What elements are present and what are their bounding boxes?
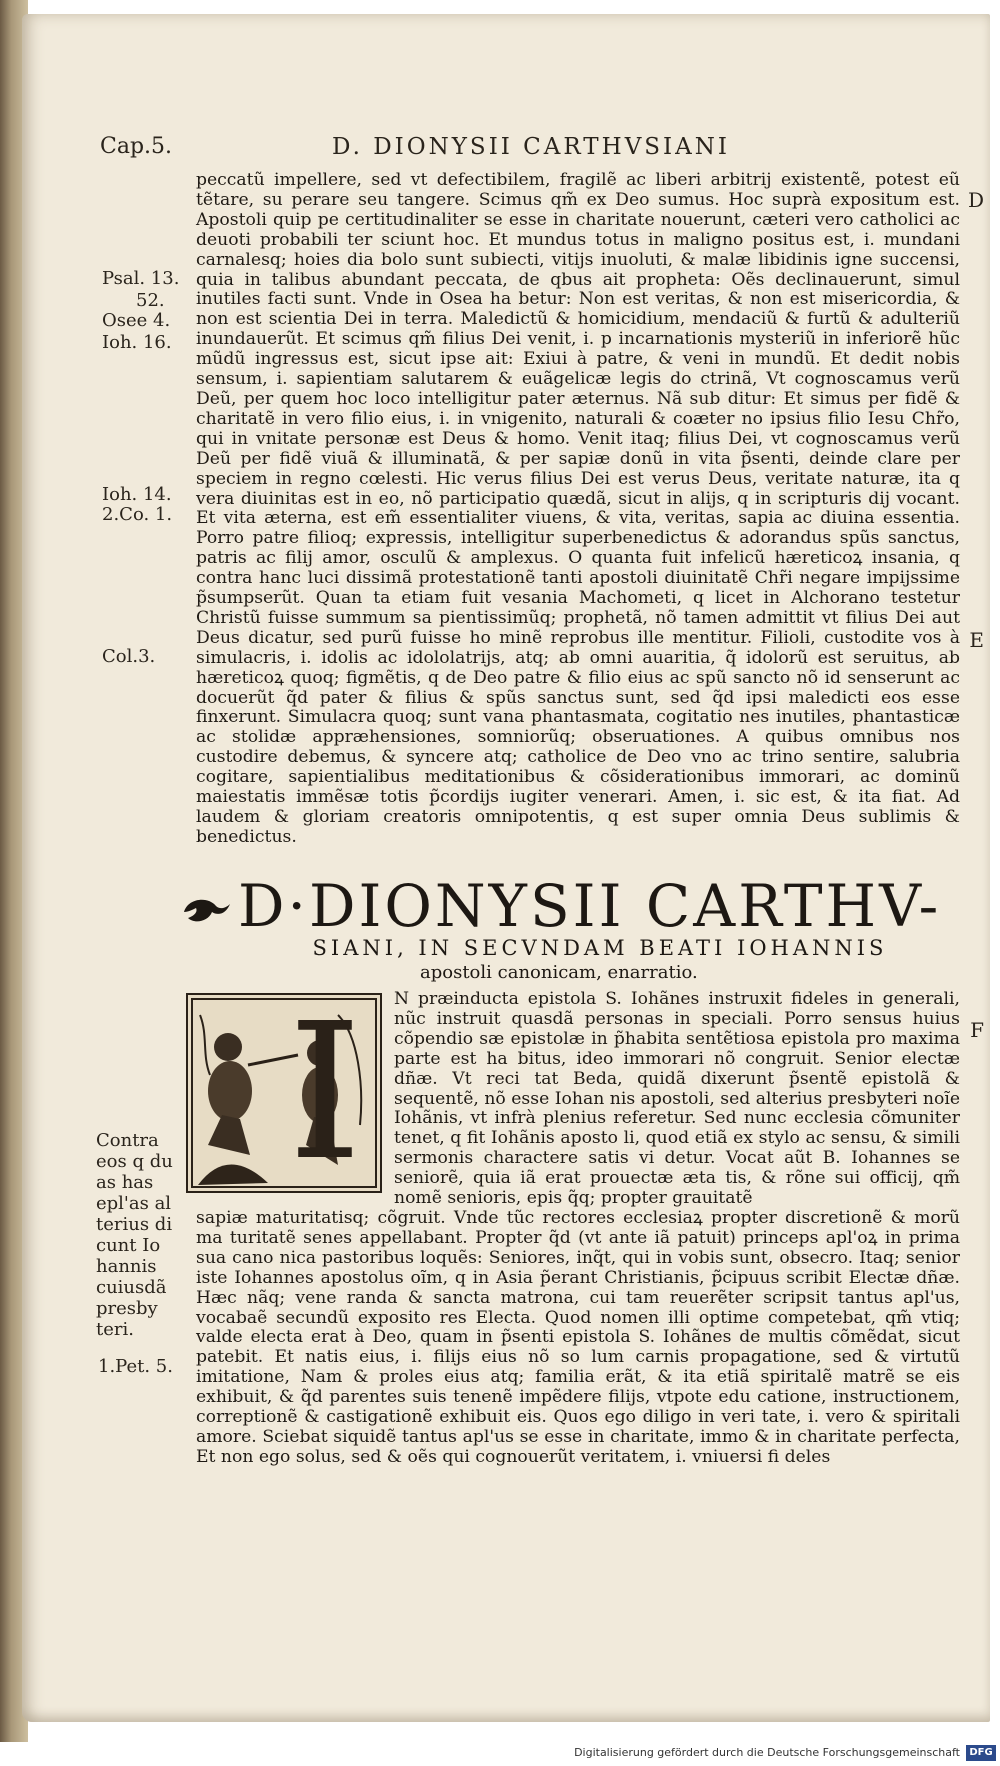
- title-line-2: SIANI, IN SECVNDAM BEATI IOHANNIS: [312, 936, 888, 960]
- margin-note-ioh14: Ioh. 14.: [102, 484, 172, 505]
- fleuron-icon: [182, 894, 232, 928]
- section-letter-d: D: [967, 188, 984, 212]
- margin-note-psalm-52: 52.: [136, 290, 165, 311]
- footer-bar: [0, 1742, 1000, 1766]
- margin-note-ioh16: Ioh. 16.: [102, 332, 172, 353]
- margin-note-contra: Contra eos q du as has epl'as al terius di cunt Io hannis cuiusdã presby teri.: [96, 1130, 173, 1340]
- commentary-text-2-top: [394, 990, 960, 1209]
- paragraph: sapiæ maturitatisq; cõgruit. Vnde tũc rectores ecclesiaꝝ propter discretionẽ & morũ ma turitatẽ senes appellabant. Propter q̃d (vt ante iã patuit) princeps apl'oꝝ in prima sua cano nica pastoribus loquẽs: Seniores, inq̃t, qui in vobis sunt, obsecro. Itaq; senior iste Iohannes apostolus oĩm, q in Asia p̃erant Christianis, p̃cipuus scribit Electæ dñæ. Hæc nãq; vene randa & sancta matrona, cui tam reuerẽter scripsit tantus apl'us, vocabaẽ secundũ exposito res Electa. Quod nomen illi optime competebat, qm̃ vtiq; valde electa erat à Deo, quam in p̃senti epistola S. Iohãnes de multis cõmẽdat, sicut patebit. Et natis eius, i. filijs eius nõ so lum carnis propagatione, sed & virtutũ imitatione, Nam & proles eius atq; familia erãt, & ita etiã spiritalẽ matrẽ se eis exhibuit, & q̃d parentes suis tenenẽ impẽdere filijs, vtpote edu catione, instructionem, correptionẽ & castigationẽ exhibuit eis. Quos ego diligo in veri tate, i. vero & spiritali amore. Sciebat siquidẽ tantus apl'us se esse in charitate, immo & in charitate perfecta, Et non ego solus, sed & oẽs qui cognouerũt veritatem, i. vniuersi fi deles: [196, 1208, 960, 1467]
- margin-note-corinthians: 2.Co. 1.: [102, 504, 173, 525]
- title-line-3: apostoli canonicam, enarratio.: [420, 962, 698, 983]
- dfg-logo: DFG: [966, 1745, 996, 1761]
- margin-note-colossians: Col.3.: [102, 646, 156, 667]
- margin-note-osee: Osee 4.: [102, 310, 171, 331]
- chapter-label: Cap.5.: [100, 134, 173, 159]
- woodcut-initial: [186, 983, 382, 1202]
- section-title: [182, 872, 962, 940]
- paragraph: N præinducta epistola S. Iohãnes instruxit fideles in generali, nũc instruit quasdã personas in speciali. Porro sensus huius cõpendio sæ epistolæ in p̃habita sentẽtiosa epistola pro maxima parte est ha bitus, ideo immorari nõ congruit. Senior electæ dñæ. Vt reci tat Beda, quidã dixerunt p̃sentẽ epistolã & sequentẽ, nõ esse Iohan nis apostoli, sed alterius presbyteri noĩe Iohãnis, vt infrà plenius referetur. Sed nunc ecclesia cõmuniter tenet, q fit Iohãnis aposto li, quod etiã ex stylo ac sensu, & simili sermonis charactere satis vi detur. Vocat aũt B. Iohannes se seniorẽ, quia iã erat prouectæ æta tis, & rõne sui officij, qm̃ nomẽ senioris, epis q̃q; propter grauitatẽ: [394, 989, 960, 1209]
- section-letter-e: E: [969, 628, 984, 652]
- running-title: D. DIONYSII CARTHVSIANI: [332, 134, 730, 160]
- commentary-text-1: [196, 171, 960, 848]
- paragraph: peccatũ impellere, sed vt defectibilem, fragilẽ ac liberi arbitrij existentẽ, potest eũ tẽtare, su perare seu tangere. Scimus qm̃ ex Deo sumus. Hoc suprà expositum est. Apostoli quip pe certitudinaliter se esse in charitate nouerunt, cæteri vero catholici ac deuoti probabili ter sciunt hoc. Et mundus totus in maligno positus est, i. mundani carnalesq; hoies dia bolo sunt subiecti, vitijs inuoluti, & malæ libidinis igne succensi, quia in talibus abundant peccata, de qbus ait propheta: Oẽs declinauerunt, simul inutiles facti sunt. Vnde in Osea ha betur: Non est veritas, & non est misericordia, & non est scientia Dei in terra. Maledictũ & homicidium, mendaciũ & furtũ & adulteriũ inundauerũt. Et scimus qm̃ filius Dei venit, i. p incarnationis mysteriũ in inferiorẽ hũc mũdũ ingressus est, sicut ipse ait: Exiui à patre, & veni in mundũ. Et dedit nobis sensum, i. sapientiam salutarem & euãgelicæ legis do ctrinã, Vt cognoscamus verũ Deũ, per quem hoc loco intelligitur pater æternus. Nã sub ditur: Et simus per fidẽ & charitatẽ in vero filio eius, i. in vnigenito, naturali & coæter no ipsius filio Iesu Chr̃o, qui in vnitate personæ est Deus & homo. Venit itaq; filius Dei, vt cognoscamus verũ Deũ per fidẽ viuã & illuminatã, & per sapiæ donũ in vita p̃senti, deinde clare per speciem in regno cœlesti. Hic verus filius Dei est verus Deus, veritate naturæ, ita q vera diuinitas est in eo, nõ participatio quædã, sicut in alijs, q in scripturis dij vocant. Et vita æterna, est em̃ essentialiter viuens, & vita, veritas, sapia ac diuina essentia. Porro patre filioq; expressis, intelligitur superbenedictus & adorandus spũs sanctus, patris ac filij amor, osculũ & amplexus. O quanta fuit infelicũ hæreticoꝝ insania, q contra hanc luci dissimã protestationẽ tanti apostoli diuinitatẽ Chr̃i negare impijssime p̃sumpserũt. Quan ta etiam fuit vesania Machometi, q licet in Alchorano testetur Christũ fuisse summum sa pientissimũq; prophetã, nõ tamen admittit vt filius Dei aut Deus dicatur, sed purũ fuisse ho minẽ reprobus ille mentitur. Filioli, custodite vos à simulacris, i. idolis ac idololatrijs, atq; ab omni auaritia, q̃ idolorũ est seruitus, ab hæreticoꝝ quoq; figmẽtis, q de Deo patre & filio eius ac spũ sancto nõ id senserunt ac docuerũt q̃d pater & filius & spũs sanctus sunt, sed q̃d ipsi maledicti eos esse finxerunt. Simulacra quoq; sunt vana phantasmata, cogitatio nes inutiles, phantasticæ ac stolidæ appræhensiones, somniorũq; obseruationes. A quibus omnibus nos custodire debemus, & syncere atq; catholice de Deo vno ac trino sentire, salubria cogitare, sapientialibus meditationibus & cõsiderationibus immorari, ac dominũ maiestatis immẽsæ totis p̃cordijs iugiter venerari. Amen, i. sic est, & ita fiat. Ad laudem & gloriam creatoris omnipotentis, q est super omnia Deus sublimis & benedictus.: [196, 170, 960, 847]
- section-letter-f: F: [970, 1018, 984, 1042]
- margin-note-psalm: Psal. 13.: [102, 268, 180, 289]
- footer-credit: Digitalisierung gefördert durch die Deutsche Forschungsgemeinschaft: [574, 1746, 960, 1759]
- margin-note-peter: 1.Pet. 5.: [98, 1356, 173, 1377]
- title-line-1: D·DIONYSII CARTHV-: [238, 872, 942, 940]
- commentary-text-2-bottom: [196, 1209, 960, 1468]
- initial-letter: I: [287, 983, 363, 1202]
- page-header: [100, 134, 960, 168]
